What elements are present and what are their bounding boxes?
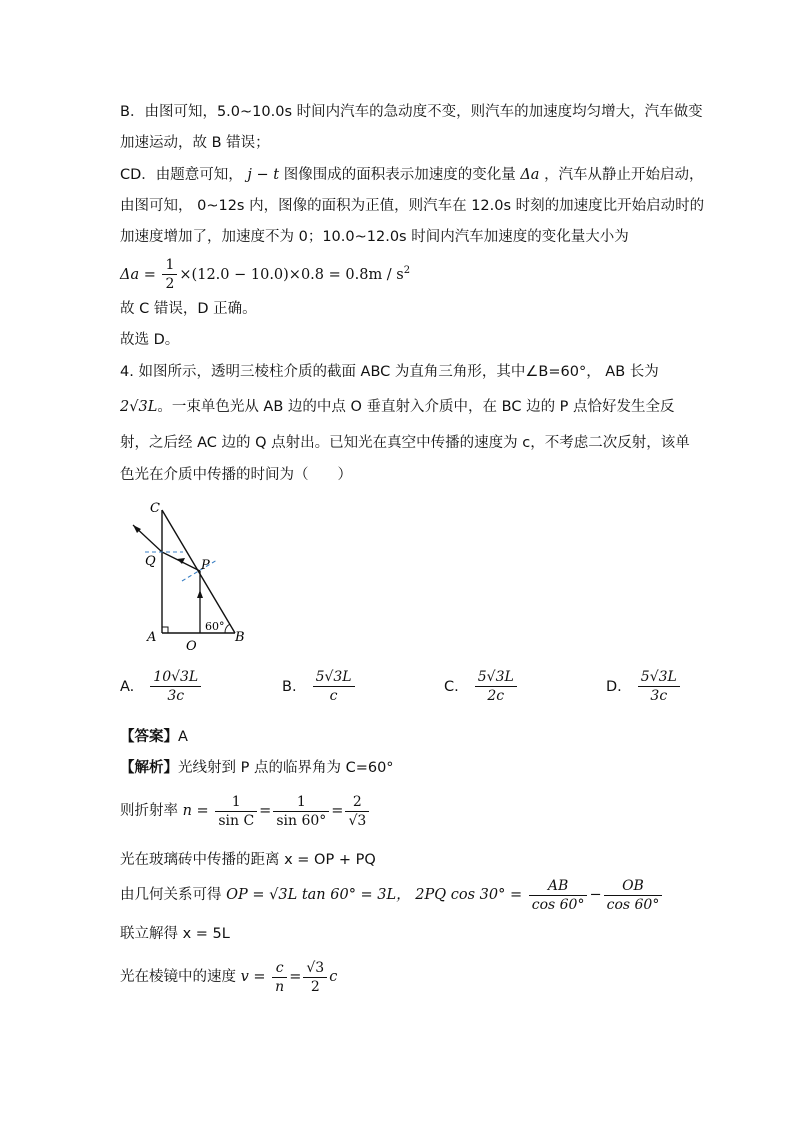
option-label: A. xyxy=(120,678,135,695)
math-symbol: Δa xyxy=(520,167,540,183)
fraction-denominator: cos 60° xyxy=(529,895,588,914)
fraction-numerator: 1 xyxy=(165,257,175,274)
fraction-numerator: 1 xyxy=(296,793,306,810)
question-line: 4. 如图所示，透明三棱柱介质的截面 ABC 为直角三角形，其中∠B=60°， AB 长为 xyxy=(120,364,659,380)
edge-bc xyxy=(162,510,235,633)
label-c: C xyxy=(150,501,160,516)
math-length: 2√3L xyxy=(120,399,158,415)
text-line: 故选 D。 xyxy=(120,332,180,348)
answer-tag: 【答案】 xyxy=(120,729,178,745)
text-segment: 光线射到 P 点的临界角为 C=60° xyxy=(178,760,394,776)
text-line xyxy=(120,165,704,185)
fraction-denominator: cos 60° xyxy=(604,895,663,914)
text-segment: 。一束单色光从 AB 边的中点 O 垂直射入介质中，在 BC 边的 P 点恰好发生全反 xyxy=(157,399,675,415)
math-symbol: c xyxy=(329,969,338,985)
equation-lhs: Δa = xyxy=(120,266,156,283)
question-line xyxy=(120,397,675,417)
fraction xyxy=(150,668,201,705)
fraction xyxy=(345,793,369,830)
fraction-denominator: sin C xyxy=(215,811,257,830)
fraction-numerator: 2 xyxy=(352,793,362,810)
option-a[interactable] xyxy=(120,668,203,705)
text-line: 故 C 错误，D 正确。 xyxy=(120,301,257,317)
fraction-denominator: 3c xyxy=(638,686,680,705)
exponent: 2 xyxy=(403,265,411,276)
fraction-numerator: OB xyxy=(622,877,644,894)
label-q: Q xyxy=(145,554,156,569)
fraction xyxy=(162,256,177,293)
fraction-numerator: 1 xyxy=(231,793,241,810)
math-expression: 2PQ cos 30° = xyxy=(415,887,523,903)
fraction-denominator: √3 xyxy=(345,811,369,830)
option-label: B. xyxy=(282,678,297,695)
fraction xyxy=(638,668,680,705)
fraction-numerator: 5√3L xyxy=(315,669,352,685)
label-p: P xyxy=(201,558,210,573)
fraction-numerator: 5√3L xyxy=(640,669,677,685)
text-segment: CD．由题意可知， xyxy=(120,167,243,183)
text-line: 加速运动，故 B 错误； xyxy=(120,135,270,151)
option-d[interactable] xyxy=(606,668,682,705)
option-label: C. xyxy=(444,678,459,695)
option-b[interactable] xyxy=(282,668,357,705)
fraction-denominator: n xyxy=(272,977,287,996)
answer-value: A xyxy=(178,729,188,745)
math-expression: OP = √3L tan 60° = 3L， xyxy=(226,887,411,903)
fraction xyxy=(604,877,663,914)
fraction-numerator: 5√3L xyxy=(477,669,514,685)
equation-line xyxy=(120,252,410,294)
fraction xyxy=(303,959,327,996)
fraction xyxy=(529,877,588,914)
analysis-line xyxy=(120,758,394,778)
fraction-denominator: sin 60° xyxy=(273,811,329,830)
fraction xyxy=(273,793,329,830)
equation-line: 则折射率 n = $\frac{1}{\text{sin C}}$ = $\frac{1}{\sin 60^\circ}$ = $\frac{2}{√3}$ xyxy=(120,792,371,830)
fraction-denominator: c xyxy=(313,686,355,705)
fraction-numerator: c xyxy=(275,959,284,976)
math-symbol: v = xyxy=(240,969,266,985)
text-segment: 图像围成的面积表示加速度的变化量 xyxy=(283,167,516,183)
text-segment: 由几何关系可得 xyxy=(120,887,222,903)
equation-line: 由几何关系可得 OP = √3L tan 60° = 3L， 2PQ cos 30° = $\frac{AB}{\cos 60^\circ}$ − $\frac{OB}{\cos 60^\circ}$ xyxy=(120,876,664,914)
label-a: A xyxy=(147,630,157,645)
fraction-denominator: 2c xyxy=(475,686,517,705)
fraction xyxy=(272,959,287,996)
equation-line: 光在棱镜中的速度 v = $\frac{c}{n}$ = $\frac{√3}{2}$ c xyxy=(120,959,338,995)
fraction-denominator: 2 xyxy=(303,977,327,996)
question-line: 射，之后经 AC 边的 Q 点射出。已知光在真空中传播的速度为 c，不考虑二次反射，该单 xyxy=(120,435,690,451)
text-line: 加速度增加了，加速度不为 0；10.0~12.0s 时间内汽车加速度的变化量大小为 xyxy=(120,229,629,245)
text-segment: ，汽车从静止开始启动， xyxy=(544,167,704,183)
arrow-up-icon xyxy=(197,590,203,598)
fraction xyxy=(475,668,517,705)
question-line: 色光在介质中传播的时间为（ ） xyxy=(120,467,352,483)
equation-rhs: ×(12.0 − 10.0)×0.8 = 0.8m / s xyxy=(179,266,404,283)
option-label: D. xyxy=(606,678,622,695)
fraction xyxy=(215,793,257,830)
analysis-line: 光在玻璃砖中传播的距离 x = OP + PQ xyxy=(120,852,376,868)
math-symbol: j − t xyxy=(247,167,280,183)
angle-arc xyxy=(225,624,230,633)
fraction-numerator: 10√3L xyxy=(153,669,199,685)
angle-label: 60° xyxy=(205,620,225,633)
right-angle-mark xyxy=(162,627,168,633)
fraction-numerator: AB xyxy=(547,877,569,894)
label-o: O xyxy=(186,639,197,654)
fraction-numerator: √3 xyxy=(306,959,325,976)
label-b: B xyxy=(235,630,245,645)
option-c[interactable] xyxy=(444,668,519,705)
answer-line xyxy=(120,727,188,747)
math-symbol: n = xyxy=(182,803,209,819)
fraction-denominator: 3c xyxy=(150,686,201,705)
analysis-tag: 【解析】 xyxy=(120,760,178,776)
text-segment: 光在棱镜中的速度 xyxy=(120,969,236,985)
fraction xyxy=(313,668,355,705)
analysis-line: 联立解得 x = 5L xyxy=(120,926,230,942)
text-segment: 则折射率 xyxy=(120,803,178,819)
text-line: 由图可知， 0~12s 内，图像的面积为正值，则汽车在 12.0s 时刻的加速度比开始启动时的 xyxy=(120,198,705,214)
prism-diagram xyxy=(125,495,255,655)
fraction-denominator: 2 xyxy=(162,274,177,293)
text-line: B．由图可知，5.0~10.0s 时间内汽车的急动度不变，则汽车的加速度均匀增大，汽车做变 xyxy=(120,104,703,120)
